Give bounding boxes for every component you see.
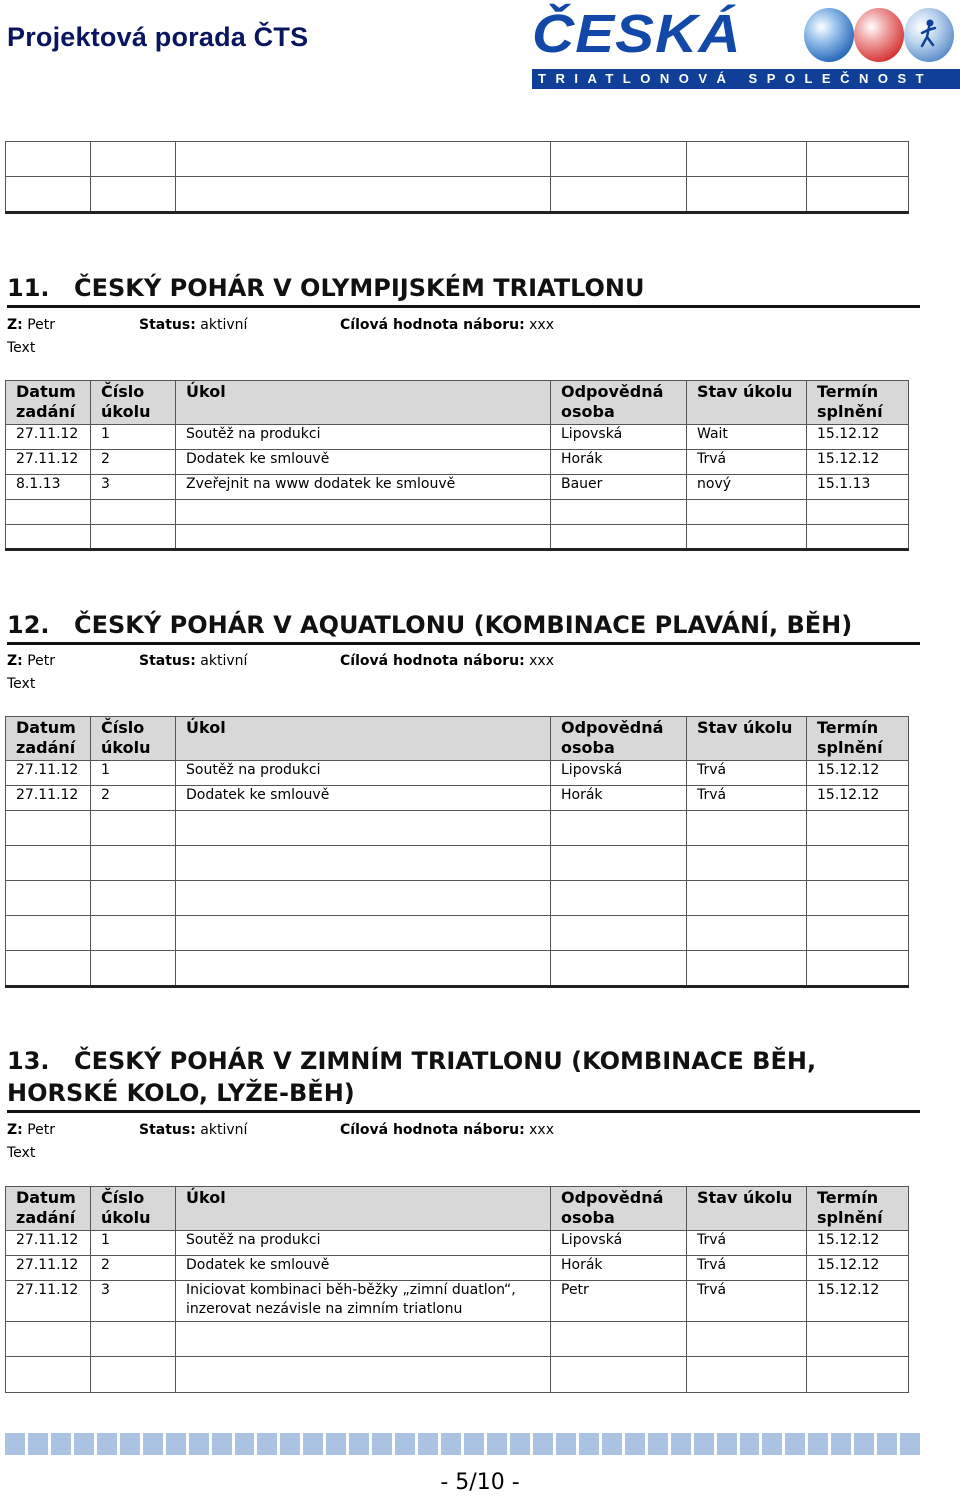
section-heading: ČESKÝ POHÁR V ZIMNÍM TRIATLONU (KOMBINACE BĚH,: [74, 1047, 817, 1075]
col-number: Číslo úkolu: [91, 717, 176, 761]
table-row: 27.11.12 1 Soutěž na produkci Lipovská Wait 15.12.12: [6, 425, 909, 450]
assignee: Petr: [27, 1122, 56, 1138]
status-value: aktivní: [200, 317, 248, 333]
status-value: aktivní: [200, 653, 248, 669]
section-number: 11.: [7, 274, 50, 302]
col-owner: Odpovědná osoba: [551, 381, 687, 425]
table-row: 8.1.13 3 Zveřejnit na www dodatek ke smlouvě Bauer nový 15.1.13: [6, 475, 909, 500]
col-task: Úkol: [176, 717, 551, 761]
footer-decorative-bar: [5, 1433, 920, 1455]
col-deadline: Termín splnění: [807, 1187, 909, 1231]
table-row: 27.11.12 1 Soutěž na produkci Lipovská Trvá 15.12.12: [6, 1231, 909, 1256]
table-header-row: [6, 717, 909, 761]
page-number: - 5/10 -: [440, 1470, 520, 1495]
logo-swim-icon: [804, 8, 854, 62]
table-row: 27.11.12 3 Iniciovat kombinaci běh-běžky „zimní duatlon“, inzerovat nezávisle na zimním triatlonu Petr Trvá 15.12.12: [6, 1281, 909, 1322]
empty-row: [6, 1322, 909, 1357]
logo-bike-icon: [854, 8, 904, 62]
col-number: Číslo úkolu: [91, 1187, 176, 1231]
col-date: Datum zadání: [6, 1187, 91, 1231]
table-header-row: [6, 1187, 909, 1231]
status-value: aktivní: [200, 1122, 248, 1138]
section-13-title: [7, 1045, 920, 1113]
assignee: Petr: [27, 653, 56, 669]
col-date: Datum zadání: [6, 717, 91, 761]
section-11-text: Text: [7, 340, 36, 356]
target-value: xxx: [529, 317, 554, 333]
target-value: xxx: [529, 653, 554, 669]
col-deadline: Termín splnění: [807, 717, 909, 761]
empty-row: [6, 1357, 909, 1393]
empty-row: [6, 951, 909, 987]
logo-tagline: TRIATLONOVÁ SPOLEČNOST: [532, 69, 960, 89]
col-task: Úkol: [176, 381, 551, 425]
empty-row: [6, 846, 909, 881]
empty-row: [6, 916, 909, 951]
col-state: Stav úkolu: [687, 381, 807, 425]
section-12-title: [7, 609, 920, 645]
section-number: 13.: [7, 1047, 50, 1075]
table-row: 27.11.12 1 Soutěž na produkci Lipovská Trvá 15.12.12: [6, 761, 909, 786]
section-11-title: [7, 272, 920, 308]
col-owner: Odpovědná osoba: [551, 717, 687, 761]
col-owner: Odpovědná osoba: [551, 1187, 687, 1231]
empty-row: [6, 500, 909, 525]
empty-row: [6, 881, 909, 916]
col-task: Úkol: [176, 1187, 551, 1231]
table-row: 27.11.12 2 Dodatek ke smlouvě Horák Trvá 15.12.12: [6, 450, 909, 475]
empty-row: [6, 811, 909, 846]
col-state: Stav úkolu: [687, 717, 807, 761]
logo-run-icon: [904, 8, 954, 62]
cts-logo: [532, 4, 960, 88]
section-13-text: Text: [7, 1145, 36, 1161]
table-row: 27.11.12 2 Dodatek ke smlouvě Horák Trvá 15.12.12: [6, 786, 909, 811]
logo-word: ČESKÁ: [532, 4, 742, 64]
section-heading: ČESKÝ POHÁR V AQUATLONU (KOMBINACE PLAVÁNÍ, BĚH): [74, 611, 853, 639]
table-header-row: [6, 381, 909, 425]
document-title: Projektová porada ČTS: [7, 22, 309, 52]
empty-task-table-top: [5, 141, 909, 214]
col-deadline: Termín splnění: [807, 381, 909, 425]
section-number: 12.: [7, 611, 50, 639]
empty-row: [6, 525, 909, 550]
col-number: Číslo úkolu: [91, 381, 176, 425]
col-state: Stav úkolu: [687, 1187, 807, 1231]
section-heading: ČESKÝ POHÁR V OLYMPIJSKÉM TRIATLONU: [74, 274, 645, 302]
section-11-task-table: [5, 380, 909, 551]
table-row: 27.11.12 2 Dodatek ke smlouvě Horák Trvá 15.12.12: [6, 1256, 909, 1281]
section-heading-line2: HORSKÉ KOLO, LYŽE-BĚH): [7, 1079, 355, 1107]
col-date: Datum zadání: [6, 381, 91, 425]
section-12-text: Text: [7, 676, 36, 692]
assignee: Petr: [27, 317, 56, 333]
section-13-task-table: [5, 1186, 909, 1393]
target-value: xxx: [529, 1122, 554, 1138]
section-12-task-table: [5, 716, 909, 988]
